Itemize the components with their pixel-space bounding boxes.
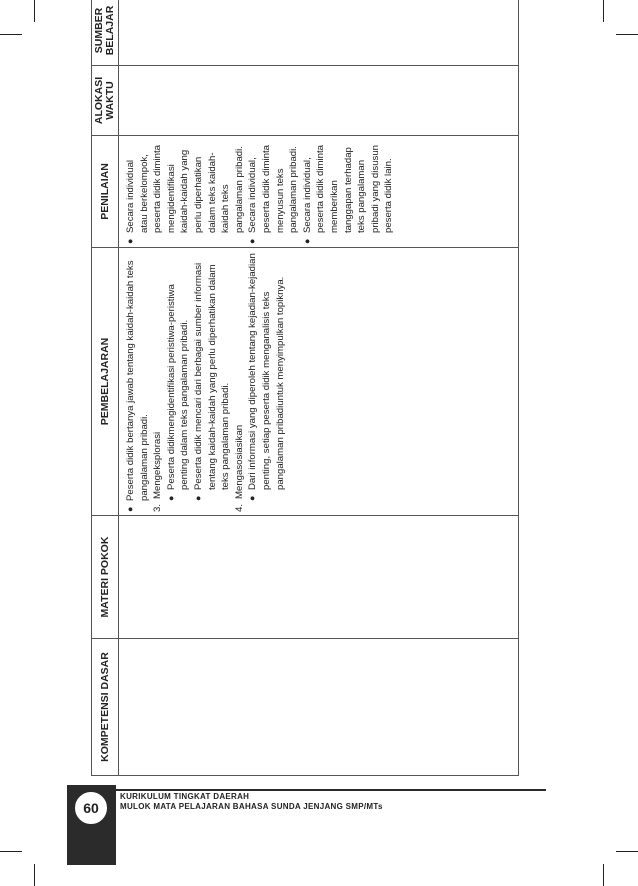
crop-mark	[603, 0, 604, 22]
list-item-text: Secara individual atau berkelompok, peserta didik diminta mengidentifikasi kaidah-kaidah yang perlu diperhatikan dalam teks kaidah-kaidah teks pangalaman pribadi.	[125, 145, 245, 233]
list-item-text: Mengeksplorasi	[152, 431, 164, 499]
list-item	[151, 251, 165, 512]
cell-penilaian	[119, 136, 519, 248]
list-item	[301, 139, 396, 244]
cell-sumber-belajar	[119, 0, 519, 66]
syllabus-table-rotated	[91, 5, 519, 776]
syllabus-table	[91, 0, 519, 776]
bullet-marker: ●	[192, 495, 203, 501]
step-number: 3.	[152, 503, 164, 512]
cell-materi-pokok	[119, 516, 519, 639]
page-number: 60	[73, 790, 109, 826]
header-pembelajaran: PEMBELAJARAN	[92, 248, 119, 516]
cell-pembelajaran	[119, 248, 519, 516]
list-item	[233, 251, 247, 512]
list-item	[246, 251, 287, 512]
crop-mark	[603, 864, 604, 886]
list-item-text: Peserta didik bertanya jawab tentang kaidah-kaidah teks pangalaman pribadi.	[125, 260, 150, 501]
list-item-text: Secara individual, peserta didik diminta memberikan tanggapan terhadap teks pangalaman pribadi yang disusun peserta didik lain.	[301, 144, 395, 233]
footer-subtitle: MULOK MATA PELAJARAN BAHASA SUNDA JENJANG SMP/MTs	[120, 802, 383, 811]
list-item-text: Dari informasi yang diperoleh tentang kejadian-kejadian penting, setiap peserta didik menganalisis teks pangalaman pribadiuntuk menyimpulkan topiknya.	[247, 253, 286, 490]
cell-alokasi-waktu	[119, 66, 519, 136]
header-kompetensi-dasar: KOMPETENSI DASAR	[92, 639, 119, 776]
list-item	[165, 251, 192, 512]
header-penilaian: PENILAIAN	[92, 136, 119, 248]
crop-mark	[0, 34, 22, 35]
table-row	[119, 0, 519, 776]
list-item	[192, 251, 233, 512]
list-item-text: Peserta didik mencari dari berbagai sumber informasi tentang kaidah-kaidah yang perlu diperhatikan dalam teks pangalaman pribadi.	[192, 262, 232, 490]
list-item-text: Secara individual, peserta didik diminta menyusun teks pangalaman pribadi.	[247, 145, 300, 233]
header-materi-pokok: MATERI POKOK	[92, 516, 119, 639]
list-item-text: Mengasosiasikan	[233, 424, 245, 499]
bullet-marker: ●	[125, 238, 135, 244]
list-item	[124, 139, 246, 244]
list-item-text: Peserta didikmengidentifikasi peristiwa-peristiwa penting dalam teks pangalaman pribadi.	[165, 284, 191, 490]
header-sumber-belajar: SUMBER BELAJAR	[92, 0, 119, 66]
table-header-row	[92, 0, 119, 776]
crop-mark	[616, 851, 638, 852]
step-number: 4.	[233, 503, 245, 512]
bullet-marker: ●	[301, 238, 312, 244]
bullet-marker: ●	[125, 506, 135, 512]
list-item	[246, 139, 300, 244]
bullet-marker: ●	[247, 238, 258, 244]
crop-mark	[0, 851, 22, 852]
crop-mark	[616, 34, 638, 35]
header-alokasi-waktu: ALOKASI WAKTU	[92, 66, 119, 136]
footer-rule	[116, 789, 546, 791]
bullet-marker: ●	[247, 495, 258, 501]
bullet-marker: ●	[165, 495, 176, 501]
footer-title: KURIKULUM TINGKAT DAERAH	[120, 792, 250, 801]
crop-mark	[34, 0, 35, 22]
crop-mark	[34, 864, 35, 886]
cell-kompetensi-dasar	[119, 639, 519, 776]
list-item	[124, 251, 151, 512]
